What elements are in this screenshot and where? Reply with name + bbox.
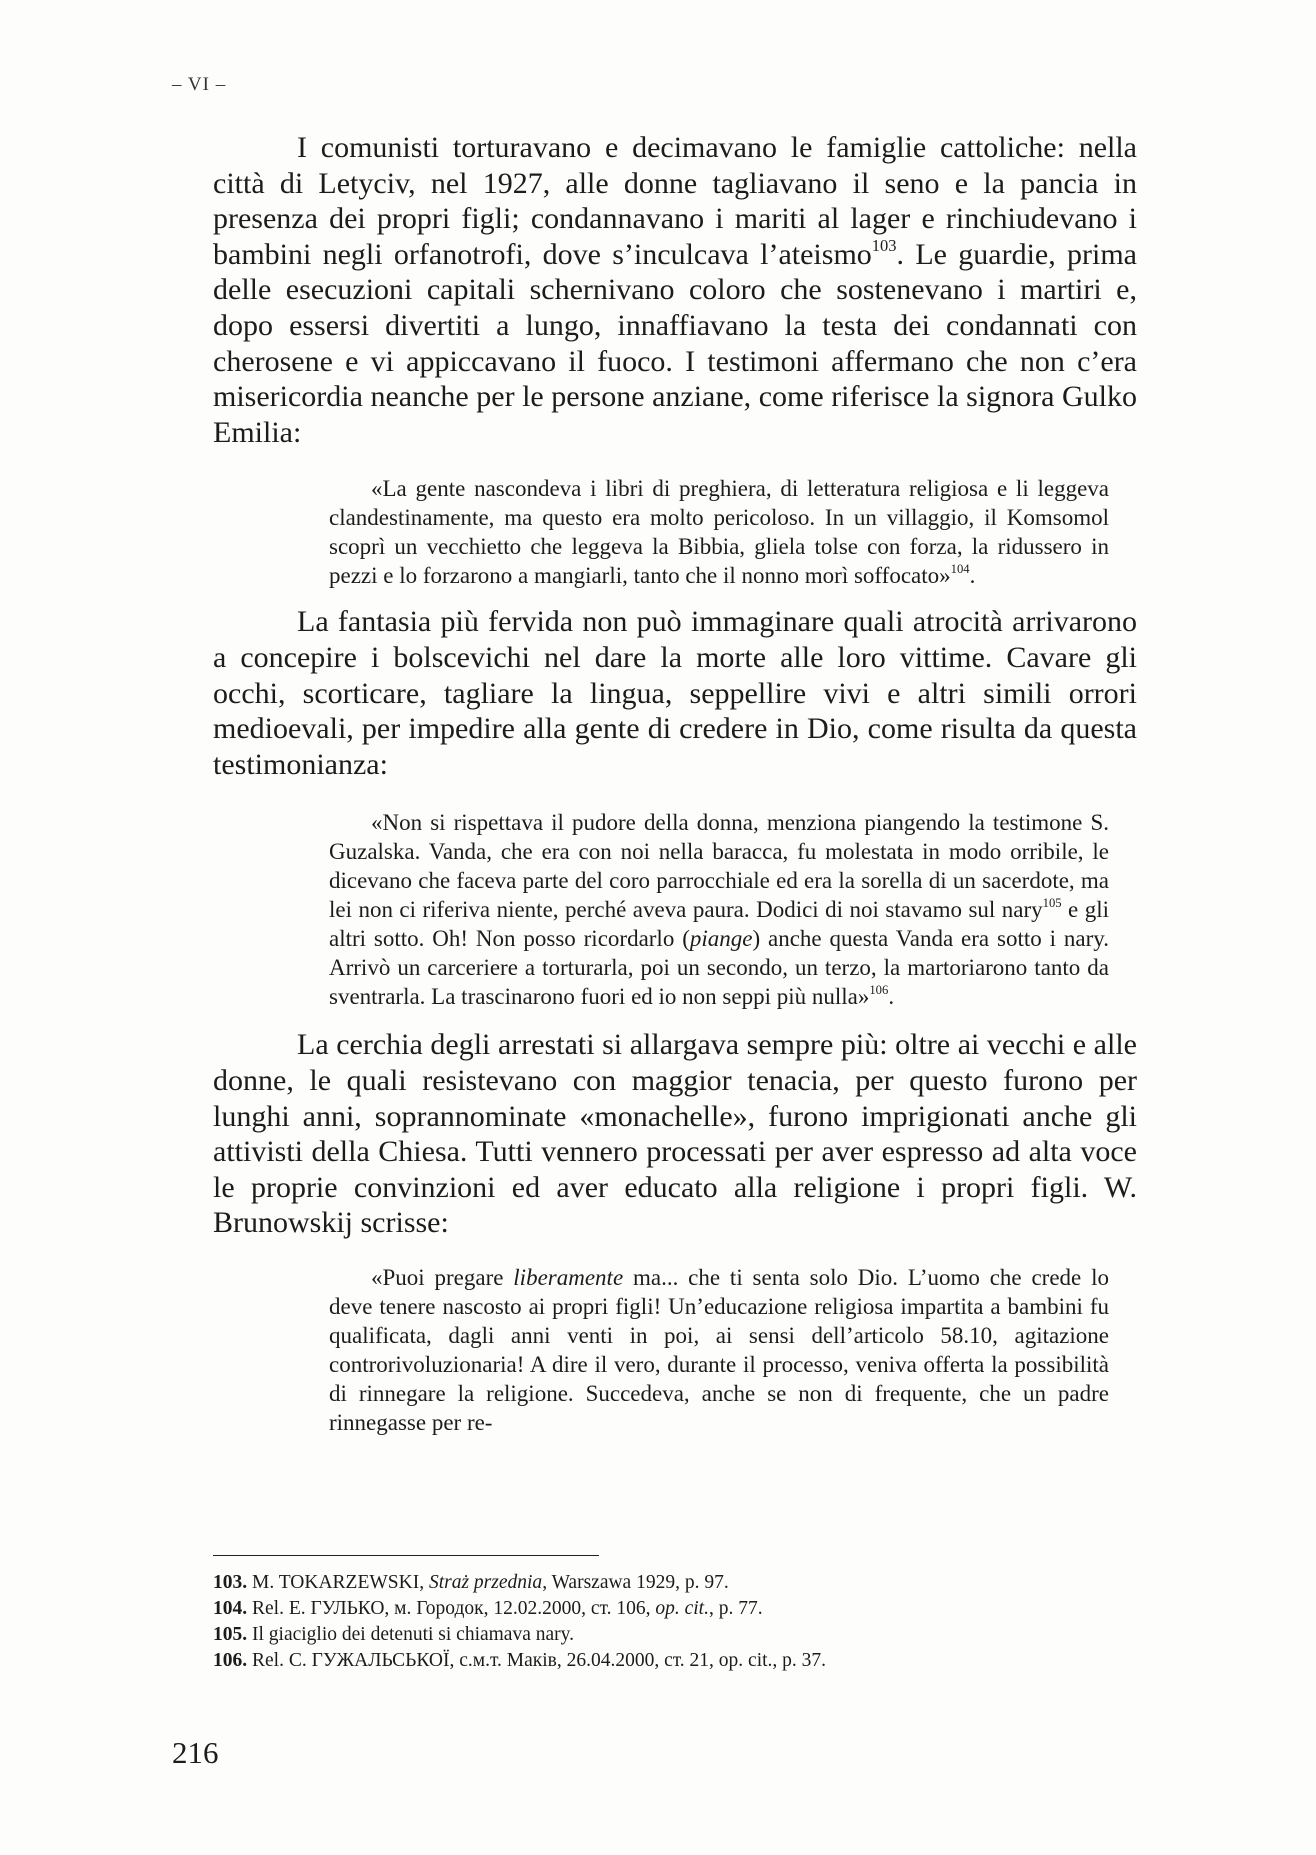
main-text [213,130,1137,1460]
footnote-ref-106[interactable]: 106 [869,983,889,998]
block-quote-1: «La gente nascondeva i libri di preghiera, di letteratura religiosa e li leggeva clandestinamente, ma questo era molto pericoloso. In un villaggio, il Komsomol scoprì un vecchietto che leggeva la Bibbia, gliela tolse con forza, la ridussero in pezzi e lo forzarono a mangiarli, tanto che il nonno morì soffocato»$^{104}$. [329,476,1109,589]
paragraph-2: La fantasia più fervida non può immaginare quali atrocità arrivarono a concepire i bolscevichi nel dare la morte alle loro vittime. Cavare gli occhi, scorticare, tagliare la lingua, seppellire vivi e altri simili orrori medioevali, per impedire alla gente di credere in Dio, come risulta da questa testimonianza: [213,605,1137,781]
paragraph-3: La cerchia degli arrestati si allargava sempre più: oltre ai vecchi e alle donne, le quali resistevano con maggior tenacia, per questo furono per lunghi anni, soprannominate «monachelle», furono imprigionati anche gli attivisti della Chiesa. Tutti vennero processati per aver espresso ad alta voce le proprie convinzioni ed aver educato alla religione i propri figli. W. Brunowskij scrisse: [213,1028,1137,1240]
page-number: 216 [172,1735,219,1770]
block-quote-3: «Puoi pregare liberamente ma... che ti senta solo Dio. L’uomo che crede lo deve tenere nascosto ai propri figli! Un’educazione religiosa impartita a bambini fu qualificata, dagli anni venti in poi, ai sensi dell’articolo 58.10, agitazione controrivoluzionaria! A dire il vero, durante il processo, veniva offerta la possibilità di rinnegare la religione. Succedeva, anche se non di frequente, che un padre rinnegasse per re- [329,1264,1109,1435]
footnote-104: 104. Rel. E. ГУЛЬКО, м. Городок, 12.02.2000, ст. 106, op. cit., p. 77. [213,1598,763,1619]
footnote-ref-103[interactable]: 103 [871,235,897,255]
running-head: – VI – [172,74,227,95]
footnote-103: 103. M. TOKARZEWSKI, Straż przednia, Warszawa 1929, p. 97. [213,1572,729,1593]
block-quote-2: «Non si rispettava il pudore della donna, menziona piangendo la testimone S. Guzalska. Vanda, che era con noi nella baracca, fu molestata in modo orribile, le dicevano che faceva parte del coro parrocchiale ed era la sorella di un sacerdote, ma lei non ci riferiva niente, perché aveva paura. Dodici di noi stavamo sul nary$^{105}$ e gli altri sotto. Oh! Non posso ricordarlo (piange) anche questa Vanda era sotto i nary. Arrivò un carceriere a torturarla, poi un secondo, un terzo, la martoriarono tanto da sventrarla. La trascinarono fuori ed io non seppi più nulla»$^{106}$. [329,810,1109,1010]
footnote-ref-104[interactable]: 104 [950,562,970,577]
footnote-divider [213,1555,599,1556]
footnote-106: 106. Rel. C. ГУЖАЛЬСЬКОЇ, с.м.т. Маків, 26.04.2000, ст. 21, op. cit., p. 37. [213,1650,827,1671]
footnote-ref-105[interactable]: 105 [1042,896,1062,911]
footnote-105: 105. Il giaciglio dei detenuti si chiamava nary. [213,1624,574,1645]
paragraph-1: I comunisti torturavano e decimavano le famiglie cattoliche: nella città di Letyciv, nel 1927, alle donne tagliavano il seno e la pancia in presenza dei propri figli; condannavano i mariti al lager e rinchiudevano i bambini negli orfanotrofi, dove s’inculcava l’ateismo$^{103}$. Le guardie, prima delle esecuzioni capitali schernivano coloro che sostenevano i martiri e, dopo essersi divertiti a lungo, innaffiavano la testa dei condannati con cherosene e vi appiccavano il fuoco. I testimoni affermano che non c’era misericordia neanche per le persone anziane, come riferisce la signora Gulko Emilia: [213,131,1137,449]
footnotes [213,1570,1113,1674]
